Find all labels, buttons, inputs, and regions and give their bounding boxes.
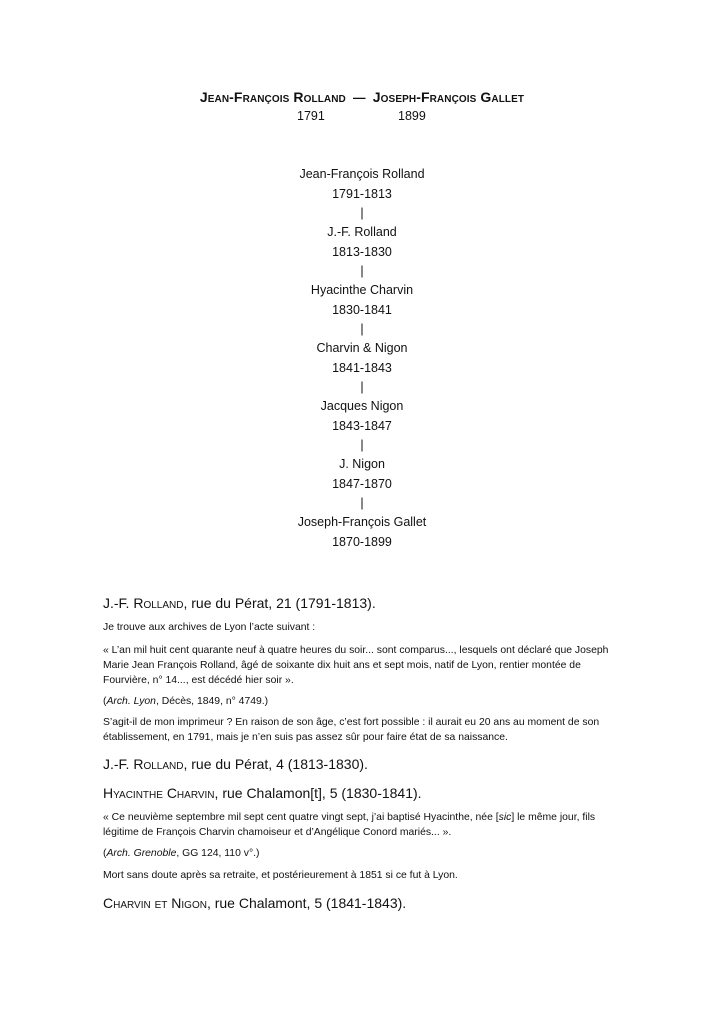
paragraph-intro: Je trouve aux archives de Lyon l’acte suivant : (103, 622, 316, 633)
title-dash: — (353, 91, 366, 105)
page-title (0, 89, 724, 105)
title-right: Joseph-François Gallet (372, 89, 525, 105)
chain-years: 1841-1843 (332, 360, 392, 375)
paragraph-comment: S’agit-il de mon imprimeur ? En raison de son âge, c’est fort possible : il aurait eu 20 ans au moment de son établissement, en 1791, mais je n’en suis pas assez sûr pour faire état de sa naissance. (103, 717, 600, 743)
source-citation: (Arch. Lyon, Décès, 1849, n° 4749.) (103, 696, 269, 707)
chain-separator: | (360, 206, 364, 220)
quote-baptism-record: « Ce neuvième septembre mil sept cent quatre vingt sept, j’ai baptisé Hyacinthe, née [sic] le même jour, fils légitime de François Charvin chamoiseur et d’Angélique Conord mariés... ». (103, 812, 596, 838)
chain-name: Jean-François Rolland (299, 167, 425, 181)
section-heading-charvin-nigon: Charvin et Nigon, rue Chalamont, 5 (1841-1843). (103, 895, 407, 911)
chain-years: 1791-1813 (332, 186, 392, 201)
chain-name: Jacques Nigon (320, 399, 404, 413)
chain-years: 1870-1899 (332, 534, 392, 549)
source-citation: (Arch. Grenoble, GG 124, 110 v°.) (103, 848, 260, 859)
chain-name: Hyacinthe Charvin (310, 283, 414, 297)
chain-separator: | (360, 380, 364, 394)
title-left: Jean-François Rolland (199, 89, 346, 105)
chain-separator: | (360, 264, 364, 278)
year-end: 1899 (398, 109, 426, 123)
section-heading-charvin: Hyacinthe Charvin, rue Chalamon[t], 5 (1830-1841). (103, 785, 422, 801)
chain-name: J. Nigon (339, 457, 385, 471)
paragraph-comment: Mort sans doute après sa retraite, et postérieurement à 1851 si ce fut à Lyon. (103, 870, 458, 881)
quote-death-record: « L’an mil huit cent quarante neuf à quatre heures du soir... sont comparus..., lesquels ont déclaré que Joseph Marie Jean François Rolland, âgé de soixante dix huit ans et sept mois, natif de Lyon, rentier montée de Fourvière, n° 14..., est décédé hier soir ». (103, 645, 609, 686)
document-body (103, 594, 623, 912)
chain-name: Joseph-François Gallet (297, 515, 427, 529)
section-heading-rolland-1813: J.-F. Rolland, rue du Pérat, 4 (1813-1830). (103, 756, 368, 772)
chain-separator: | (360, 496, 364, 510)
chain-name: J.-F. Rolland (327, 225, 397, 239)
chain-separator: | (360, 322, 364, 336)
succession-chain (0, 165, 724, 552)
chain-years: 1813-1830 (332, 244, 392, 259)
section-heading-rolland-1791: J.-F. Rolland, rue du Pérat, 21 (1791-1813). (103, 595, 376, 611)
year-start: 1791 (297, 109, 325, 123)
chain-years: 1843-1847 (332, 418, 392, 433)
chain-name: Charvin & Nigon (316, 341, 408, 355)
chain-separator: | (360, 438, 364, 452)
chain-years: 1847-1870 (332, 476, 392, 491)
chain-years: 1830-1841 (332, 302, 392, 317)
